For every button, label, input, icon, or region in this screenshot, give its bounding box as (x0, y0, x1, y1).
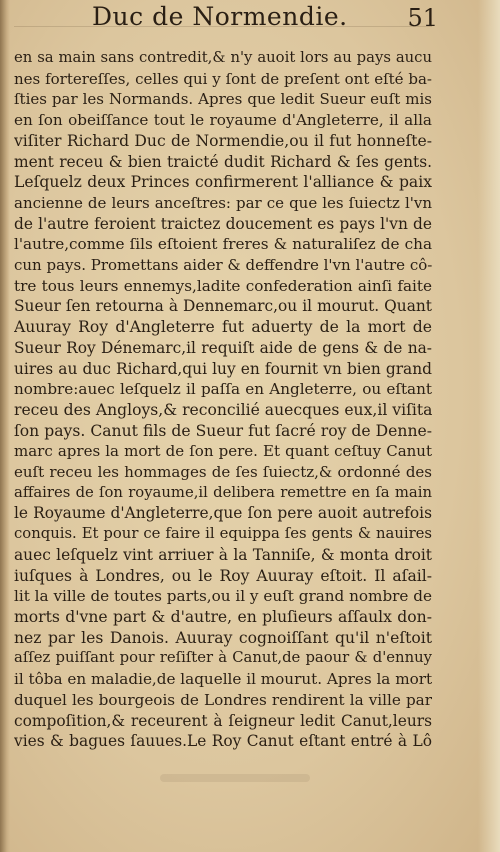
paper-stain (160, 774, 310, 782)
text-line: l'autre,comme ſils eſtoient freres & naturaliſez de cha (14, 235, 432, 254)
page-edge (478, 0, 500, 852)
text-line: marc apres la mort de ſon pere. Et quant ceſtuy Canut (14, 442, 432, 461)
text-line: iuſques à Londres, ou le Roy Auuray eſtoit. Il aſail- (14, 566, 432, 585)
text-line: en ſon obeiſſance tout le royaume d'Angleterre, il alla (14, 111, 432, 130)
text-line: nombre:auec leſquelz il paſſa en Angleterre, ou eſtant (14, 380, 432, 399)
header-rule (14, 26, 432, 27)
text-line: duquel les bourgeois de Londres rendirent la ville par (14, 690, 432, 709)
text-line: aſſez puiſſant pour reſiſter à Canut,de paour & d'ennuy (14, 649, 432, 667)
text-line: conquis. Et pour ce faire il equippa ſes gents & nauires (14, 525, 432, 543)
text-line: auec leſquelz vint arriuer à la Tanniſe, & monta droit (14, 545, 432, 564)
text-line: le Royaume d'Angleterre,que ſon pere auoit autrefois (14, 504, 432, 523)
text-line: vies & bagues ſauues.Le Roy Canut eſtant entré à Lô (14, 732, 432, 751)
page-number: 51 (407, 4, 438, 32)
text-line: lit la ville de toutes parts,ou il y euſt grand nombre de (14, 587, 432, 606)
text-line: nes fortereſſes, celles qui y ſont de preſent ont eſté ba- (14, 69, 432, 88)
text-line: en sa main sans contredit,& n'y auoit lors au pays aucu (14, 49, 432, 66)
text-line: compoſition,& receurent à ſeigneur ledit Canut,leurs (14, 711, 432, 730)
text-line: cun pays. Promettans aider & deffendre l'vn l'autre cô- (14, 256, 432, 275)
text-line: ſties par les Normands. Apres que ledit Sueur euſt mis (14, 90, 432, 109)
text-line: tre tous leurs ennemys,ladite confederation ainſi faite (14, 276, 432, 295)
text-line: receu des Angloys,& reconcilié auecques eux,il viſita (14, 400, 432, 419)
text-line: Auuray Roy d'Angleterre fut aduerty de la mort de (14, 318, 432, 337)
body-text (14, 48, 432, 752)
text-line: ment receu & bien traicté dudit Richard & ſes gents. (14, 152, 432, 171)
text-line: de l'autre feroient traictez doucement es pays l'vn de (14, 214, 432, 233)
text-line: uires au duc Richard,qui luy en fournit vn bien grand (14, 359, 432, 378)
text-line: ſon pays. Canut fils de Sueur fut ſacré roy de Denne- (14, 421, 432, 440)
text-line: euſt receu les hommages de ſes ſuiectz,& ordonné des (14, 463, 432, 482)
binding-gutter (0, 0, 10, 852)
running-title: Duc de Normendie. (92, 2, 348, 31)
text-line: ancienne de leurs anceſtres: par ce que les ſuiectz l'vn (14, 193, 432, 212)
text-line: Leſquelz deux Princes confirmerent l'alliance & paix (14, 173, 432, 192)
text-line: morts d'vne part & d'autre, en pluſieurs aſſaulx don- (14, 607, 432, 626)
text-line: Sueur ſen retourna à Dennemarc,ou il mourut. Quant (14, 297, 432, 316)
text-line: viſiter Richard Duc de Normendie,ou il fut honneſte- (14, 131, 432, 150)
text-line: il tôba en maladie,de laquelle il mourut. Apres la mort (14, 670, 432, 689)
text-line: affaires de ſon royaume,il delibera remettre en ſa main (14, 483, 432, 501)
text-line: Sueur Roy Dénemarc,il requiſt aide de gens & de na- (14, 338, 432, 357)
text-line: nez par les Danois. Auuray cognoiſſant qu'il n'eſtoit (14, 628, 432, 647)
